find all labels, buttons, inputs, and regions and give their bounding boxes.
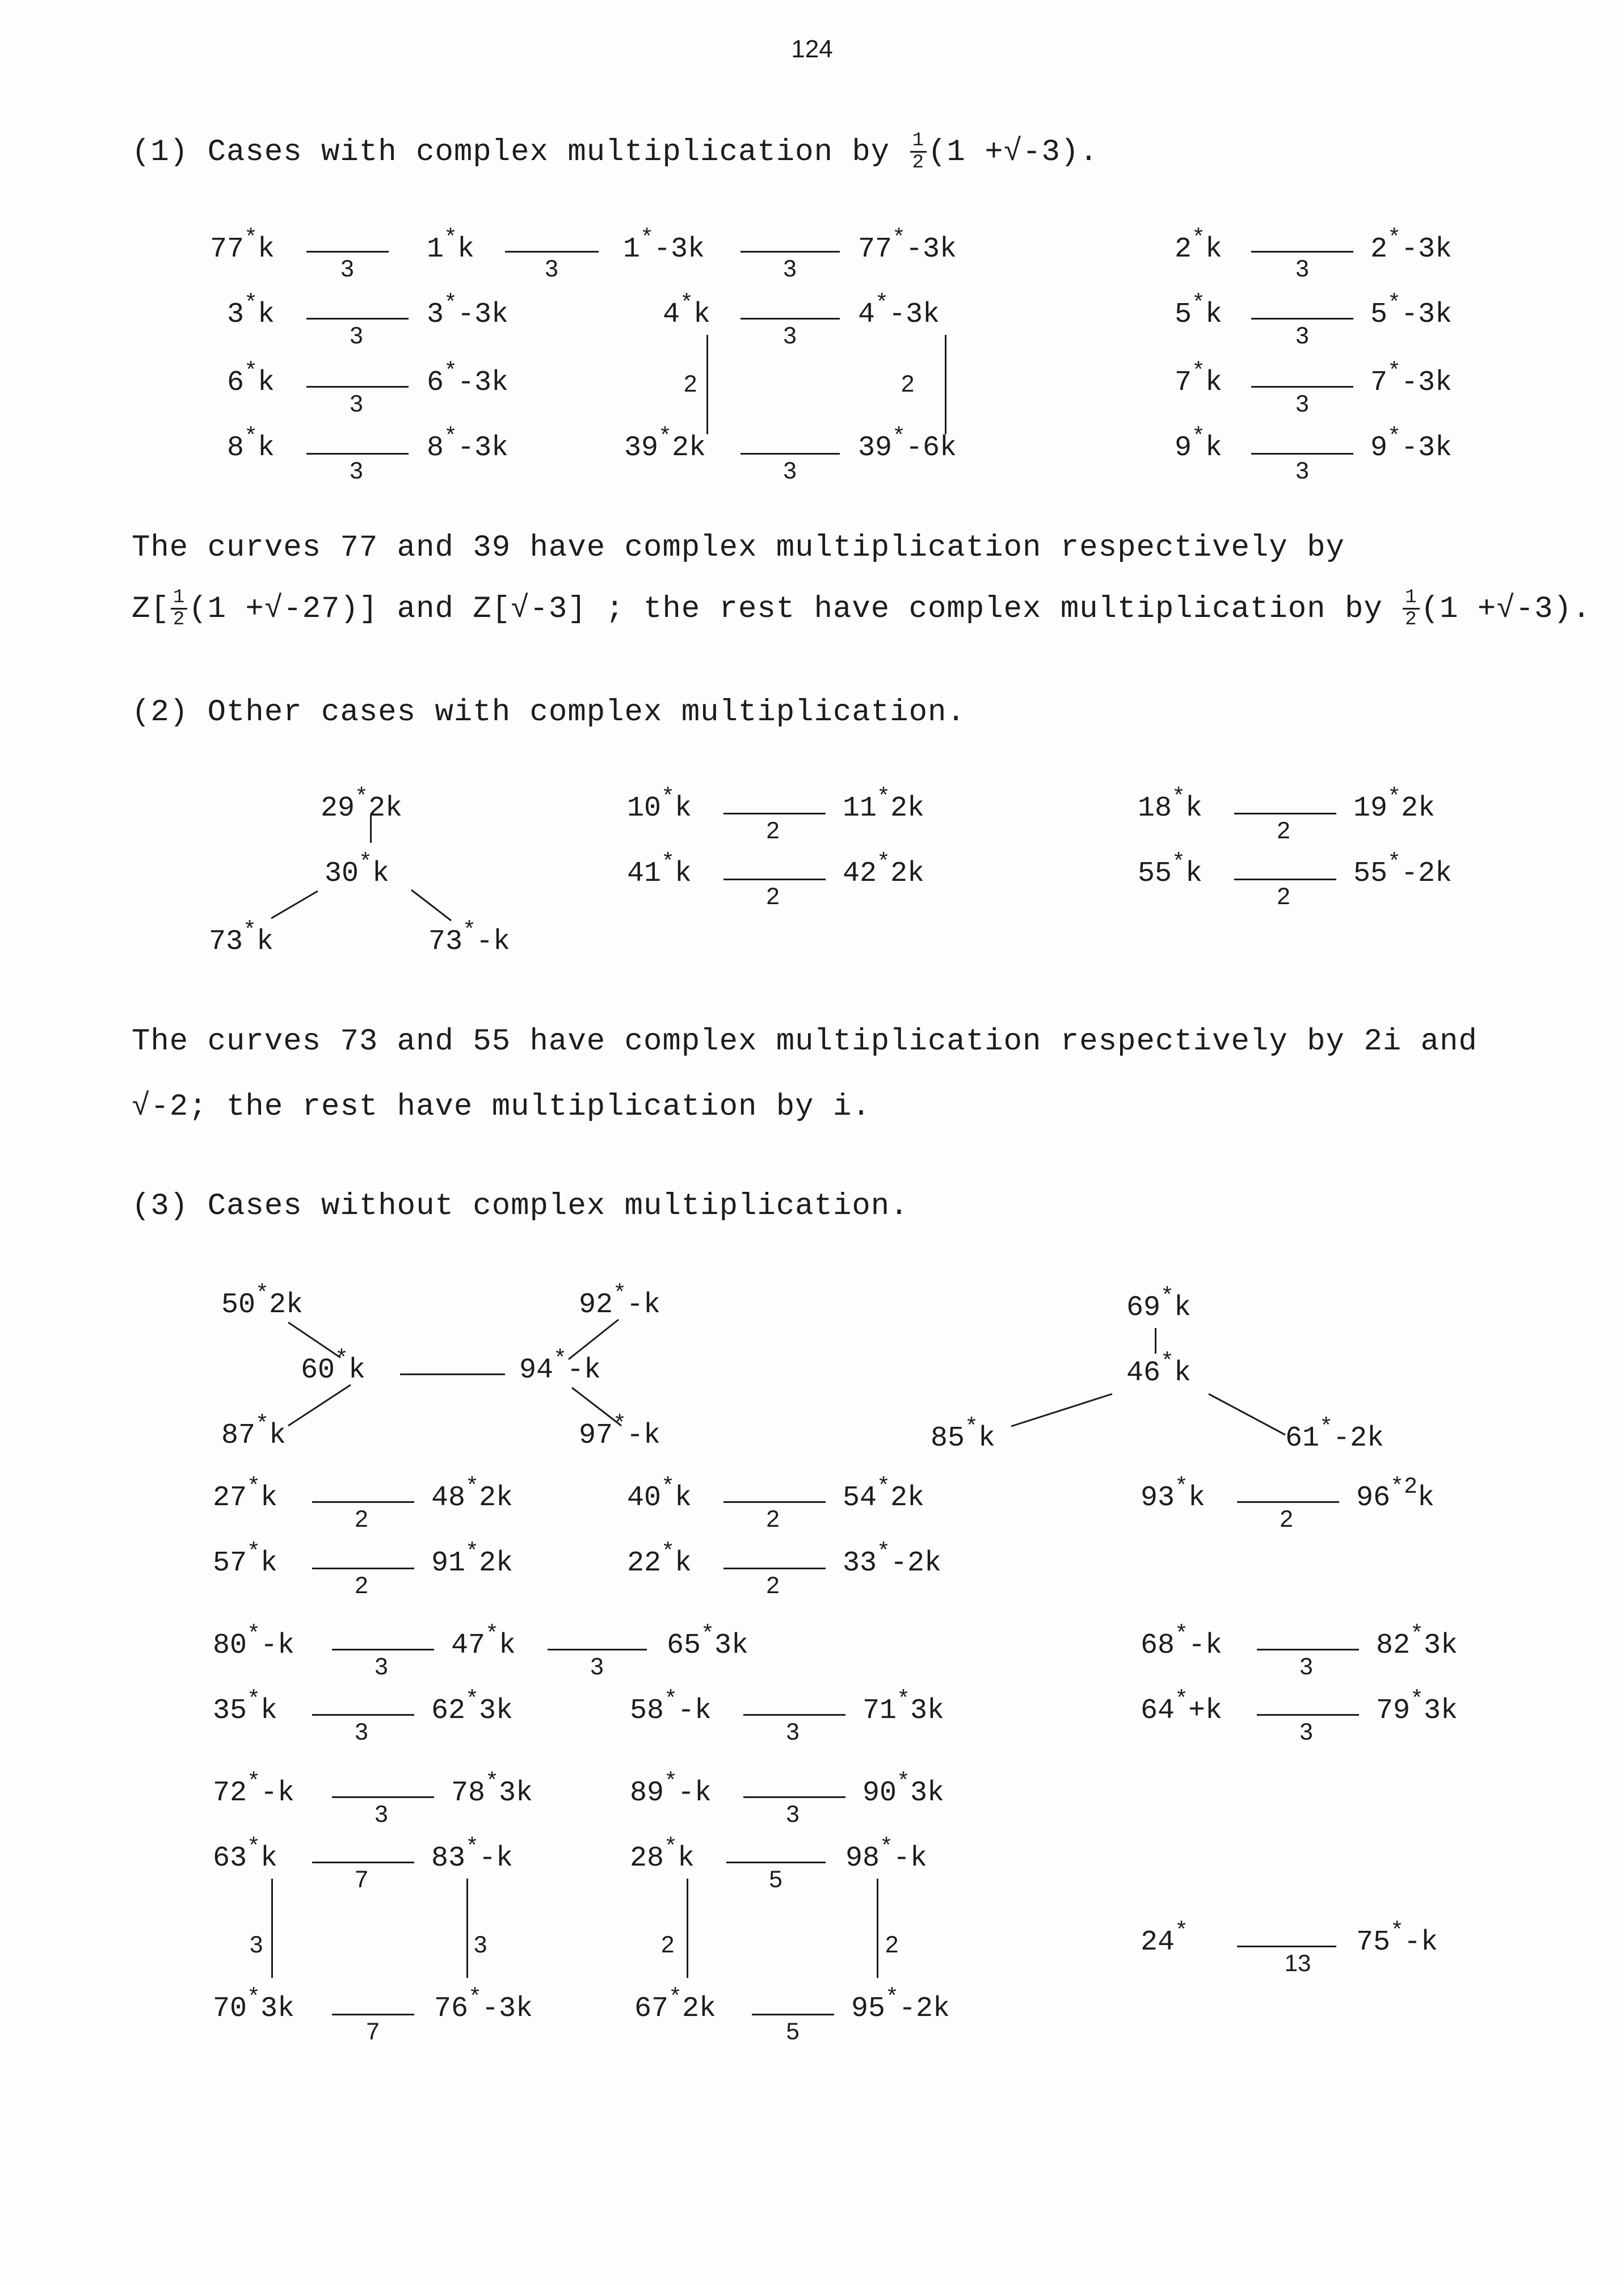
node-30-k: 30*k [325,850,390,890]
node-94-minus-k: 94*-k [519,1347,601,1387]
node-22-k: 22*k [627,1540,692,1580]
node-61-minus-2k: 61*-2k [1285,1415,1385,1455]
edge-degree: 3 [350,457,363,484]
node-27-k: 27*k [213,1475,278,1514]
node-50-2k: 50*2k [221,1282,304,1321]
edge-degree: 3 [1299,1718,1313,1745]
node-42-2k: 42*2k [843,850,925,890]
fraction-one-half: $\frac{1}{2}$ [1403,587,1419,630]
fraction-one-half: $\frac{1}{2}$ [910,131,927,173]
section1-heading-text: (1) Cases with complex multiplication by [132,135,909,170]
edge-degree: 3 [786,1718,800,1745]
node-1-k: 1*k [427,226,475,266]
edge-92-94 [569,1320,619,1359]
edge-degree: 3 [474,1931,487,1958]
edge-degree: 3 [1295,322,1309,348]
section1-heading-suffix: (1 +√-3). [928,135,1099,170]
node-3-k: 3*k [227,291,275,331]
edge-degree: 2 [766,883,780,909]
node-68-minus-k: 68*-k [1141,1622,1223,1662]
node-39-2k: 39*2k [624,425,706,464]
node-6-minus-3k: 6*-3k [427,359,509,399]
node-10-k: 10*k [627,785,692,825]
edge-degree: 2 [661,1931,675,1958]
node-89-minus-k: 89*-k [630,1770,712,1809]
node-64-plus-k: 64*+k [1141,1687,1223,1727]
fraction-one-half: $\frac{1}{2}$ [171,587,187,630]
node-7-k: 7*k [1175,359,1223,399]
edge-degree: 5 [769,1866,782,1892]
edge-degree: 3 [783,255,797,282]
edge-degree: 3 [1295,390,1309,417]
edge-degree: 2 [766,1505,780,1532]
node-4-minus-3k: 4*-3k [858,291,940,331]
page-number: 124 [791,35,833,63]
node-70-3k: 70*3k [213,1985,295,2025]
section1-text-line2: Z[ $\frac{1}{2}$ (1 +√-27)] and Z[√-3] ; the rest have complex multiplication by $\frac{1}{2}$ (1 +√-3). [132,587,1592,631]
edge-degree: 5 [786,2018,800,2044]
node-67-2k: 67*2k [634,1985,717,2025]
node-60-k: 60*k [301,1347,366,1387]
node-79-3k: 79*3k [1376,1687,1458,1727]
node-35-k: 35*k [213,1687,278,1727]
edge-degree: 2 [1277,883,1290,909]
node-5-k: 5*k [1175,291,1223,331]
node-87-k: 87*k [221,1412,287,1452]
edge-46-61 [1209,1394,1285,1435]
node-1-minus-3k: 1*-3k [623,226,705,266]
edge-87-60 [288,1385,351,1426]
edge-46-85 [1011,1394,1112,1426]
edge-30-73b [411,890,451,921]
node-73-k: 73*k [209,918,274,958]
node-6-k: 6*k [227,359,275,399]
node-9-k: 9*k [1175,425,1223,464]
node-83-minus-k: 83*-k [431,1835,514,1875]
node-80-minus-k: 80*-k [213,1622,295,1662]
edge-50-60 [288,1322,340,1358]
node-65-3k: 65*3k [667,1622,749,1662]
edge-degree: 2 [684,370,697,397]
edge-degree: 3 [375,1653,388,1679]
edge-degree: 3 [355,1718,368,1745]
edge-degree: 3 [545,255,558,282]
node-95-minus-2k: 95*-2k [851,1985,950,2025]
node-46-k: 46*k [1126,1350,1192,1389]
node-29-2k: 29*2k [321,785,403,825]
node-4-k: 4*k [663,291,711,331]
node-3-minus-3k: 3*-3k [427,291,509,331]
node-19-2k: 19*2k [1353,785,1436,825]
node-8-minus-3k: 8*-3k [427,425,509,464]
node-98-minus-k: 98*-k [845,1835,928,1875]
node-5-minus-3k: 5*-3k [1370,291,1453,331]
edge-degree: 3 [783,457,797,484]
node-78-3k: 78*3k [451,1770,533,1809]
node-57-k: 57*k [213,1540,278,1580]
node-55-minus-2k: 55*-2k [1353,850,1453,890]
node-39-minus-6k: 39*-6k [858,425,957,464]
section2-text-line2: √-2; the rest have multiplication by i. [132,1090,871,1124]
edge-degree: 2 [1277,817,1290,843]
node-82-3k: 82*3k [1376,1622,1458,1662]
edge-degree: 3 [1299,1653,1313,1679]
node-62-3k: 62*3k [431,1687,514,1727]
node-47-k: 47*k [451,1622,516,1662]
node-33-minus-2k: 33*-2k [843,1540,942,1580]
edge-degree: 7 [355,1866,368,1892]
node-97-minus-k: 97*-k [579,1412,661,1452]
node-48-2k: 48*2k [431,1475,514,1514]
section2-heading: (2) Other cases with complex multiplication. [132,695,966,730]
node-75-minus-k: 75*-k [1356,1919,1438,1959]
node-18-k: 18*k [1138,785,1203,825]
node-90-3k: 90*3k [863,1770,945,1809]
edge-degree: 3 [350,390,363,417]
edge-degree: 2 [1280,1505,1293,1532]
node-77-k: 77*k [210,226,275,266]
node-28-k: 28*k [630,1835,695,1875]
node-24: 24* [1141,1919,1189,1959]
node-77-minus-3k: 77*-3k [858,226,957,266]
edge-degree: 3 [786,1800,800,1827]
node-9-minus-3k: 9*-3k [1370,425,1453,464]
node-58-minus-k: 58*-k [630,1687,712,1727]
node-2-minus-3k: 2*-3k [1370,226,1453,266]
node-85-k: 85*k [931,1415,996,1455]
edge-degree: 2 [766,1572,780,1598]
node-55-k: 55*k [1138,850,1203,890]
node-93-k: 93*k [1141,1475,1206,1514]
node-92-minus-k: 92*-k [579,1282,661,1321]
edge-degree: 3 [250,1931,263,1958]
node-76-minus-3k: 76*-3k [434,1985,533,2025]
edge-degree: 3 [375,1800,388,1827]
node-8-k: 8*k [227,425,275,464]
section3-heading: (3) Cases without complex multiplication. [132,1189,909,1224]
edge-97-94 [572,1388,621,1426]
edge-degree: 2 [766,817,780,843]
edge-degree: 2 [355,1572,368,1598]
node-54-2k: 54*2k [843,1475,925,1514]
edge-degree: 3 [783,322,797,348]
section2-text-line1: The curves 73 and 55 have complex multiplication respectively by 2i and [132,1024,1478,1059]
edge-degree: 2 [355,1505,368,1532]
node-72-minus-k: 72*-k [213,1770,295,1809]
node-73-minus-k: 73*-k [428,918,511,958]
node-40-k: 40*k [627,1475,692,1514]
edge-degree: 3 [1295,457,1309,484]
edge-degree: 3 [1295,255,1309,282]
node-2-k: 2*k [1175,226,1223,266]
edge-degree: 2 [885,1931,899,1958]
node-71-3k: 71*3k [863,1687,945,1727]
node-7-minus-3k: 7*-3k [1370,359,1453,399]
edge-degree: 3 [590,1653,604,1679]
edge-degree: 13 [1284,1950,1311,1976]
edge-degree: 7 [366,2018,380,2044]
node-41-k: 41*k [627,850,692,890]
edge-30-73a [271,891,318,918]
node-11-2k: 11*2k [843,785,925,825]
section1-text-line1: The curves 77 and 39 have complex multiplication respectively by [132,531,1345,565]
node-63-k: 63*k [213,1835,278,1875]
node-96-star2-k: 96$^{*2}$k [1356,1475,1435,1514]
edge-degree: 2 [901,370,915,397]
edge-degree: 3 [350,322,363,348]
node-91-2k: 91*2k [431,1540,514,1580]
node-69-k: 69*k [1126,1284,1192,1324]
edge-degree: 3 [340,255,354,282]
